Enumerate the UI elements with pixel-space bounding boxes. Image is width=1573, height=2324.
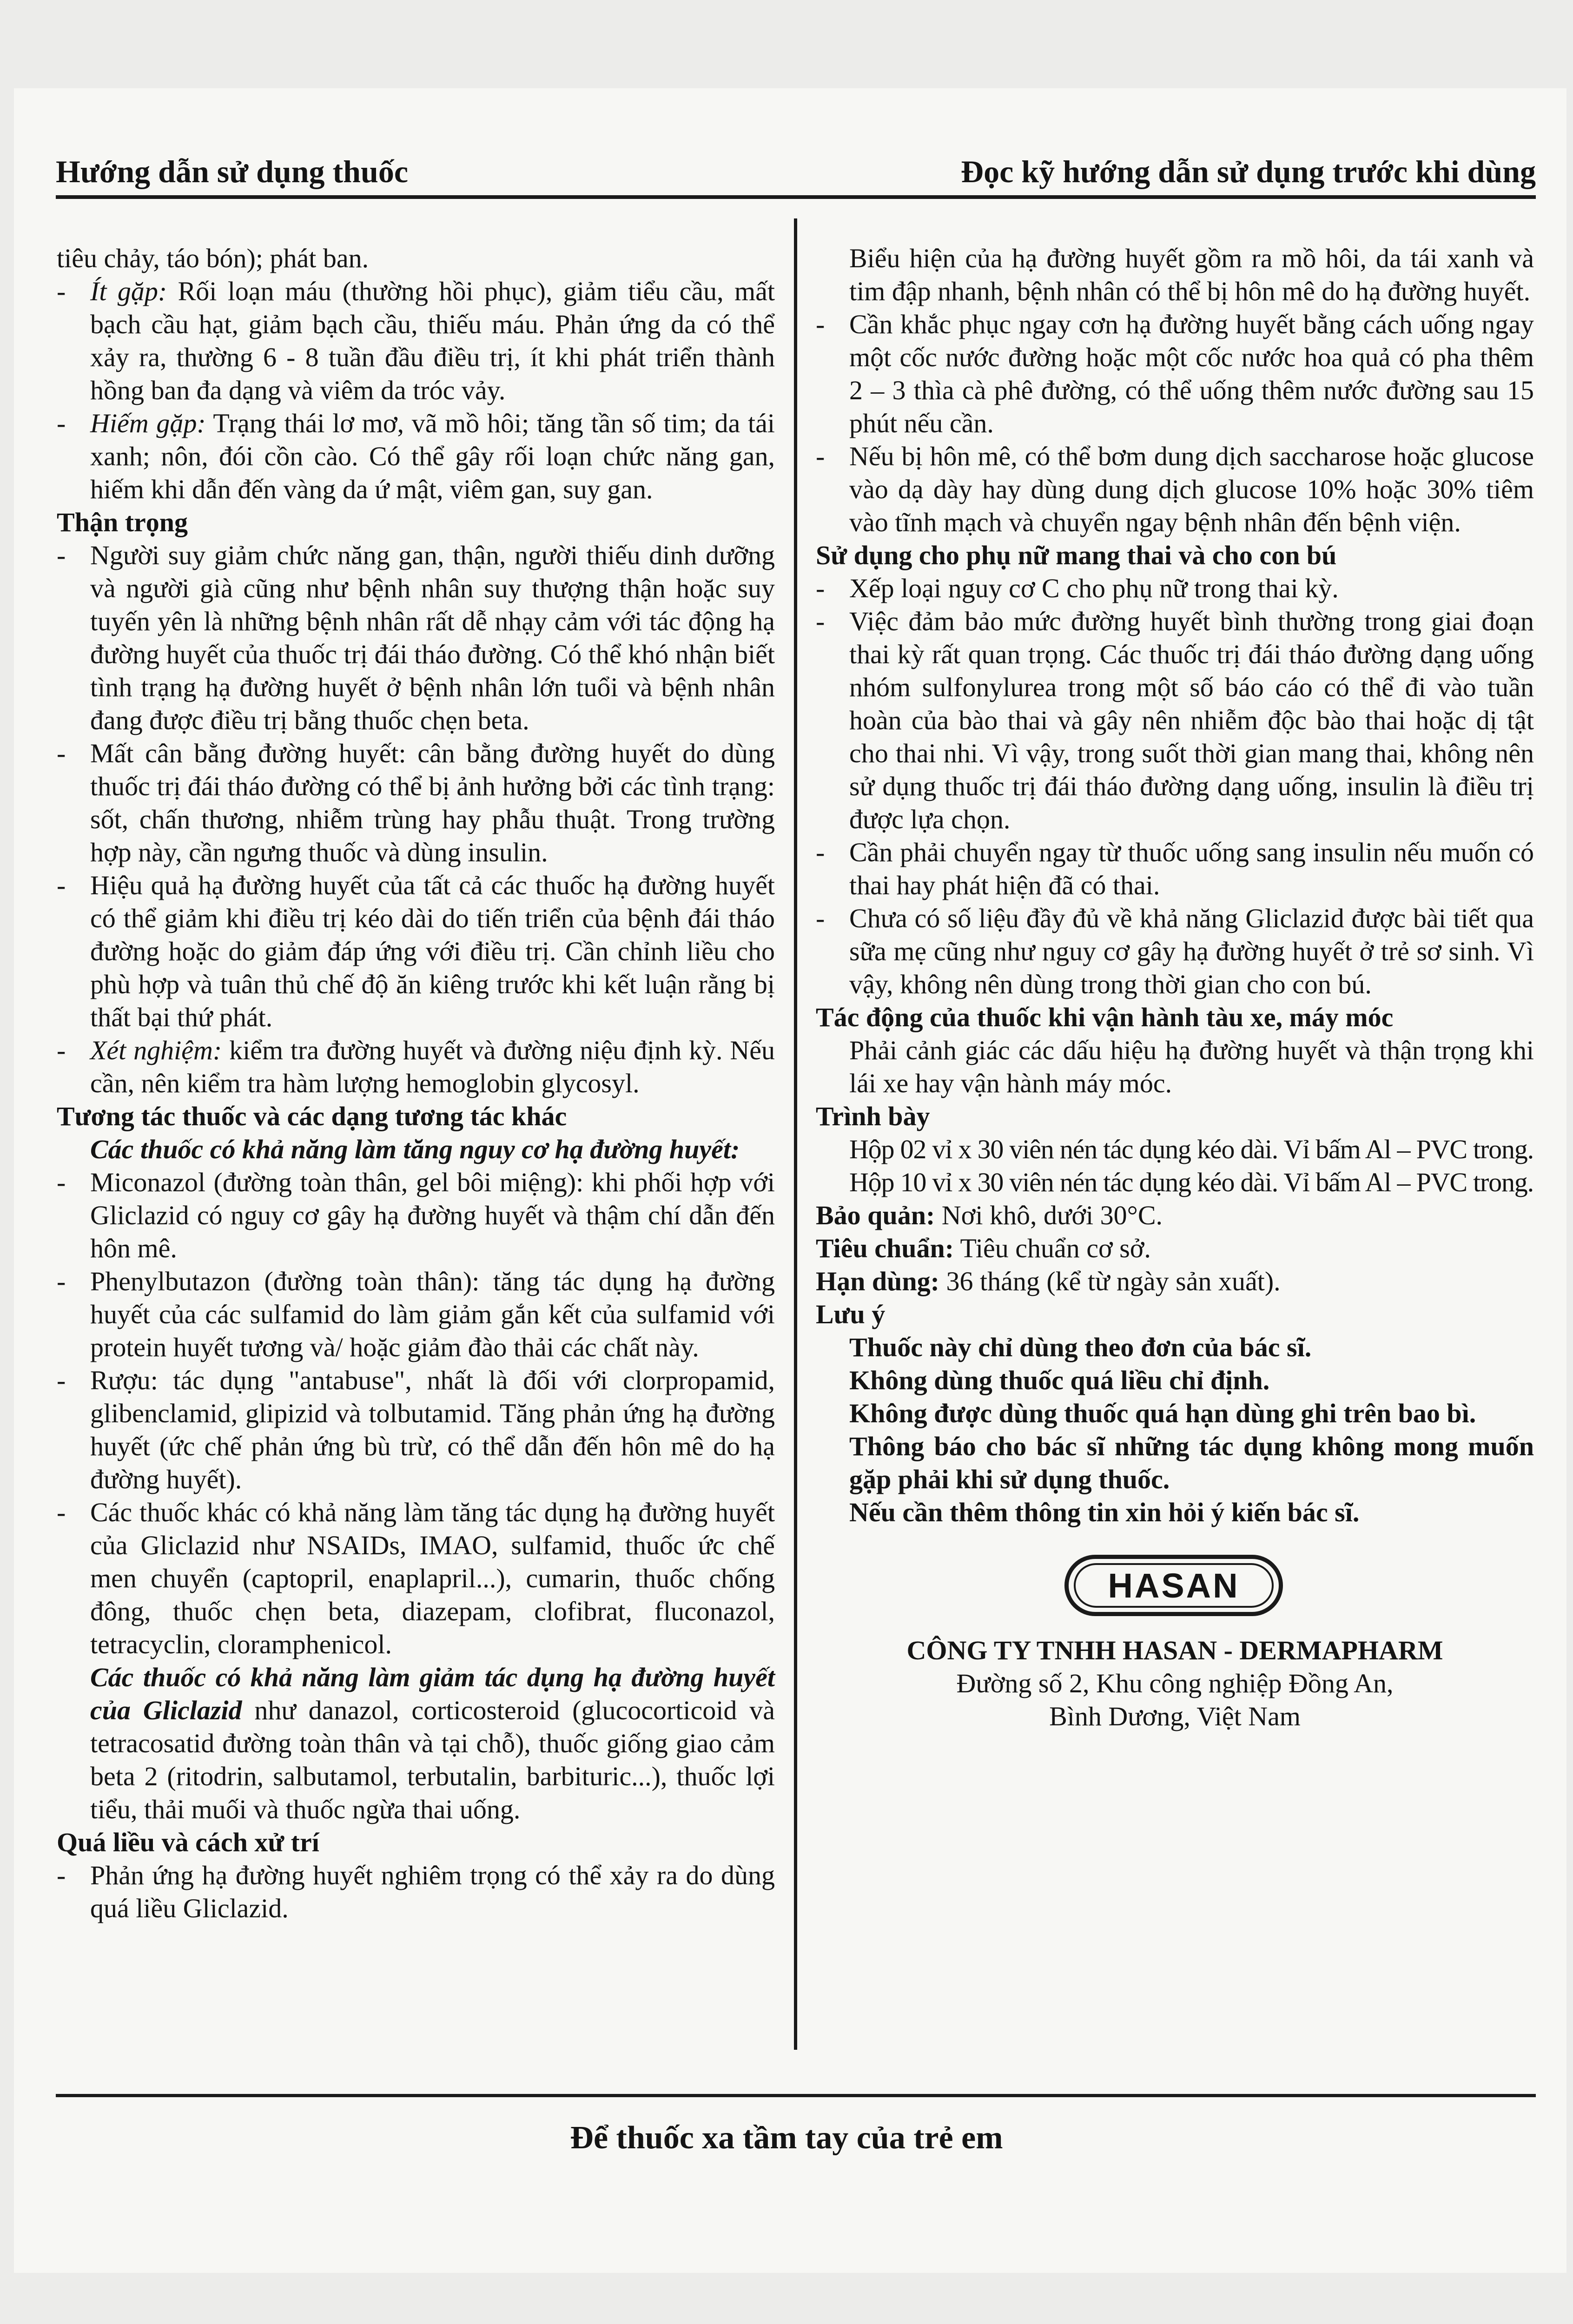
driving-heading: Tác động của thuốc khi vận hành tàu xe, máy móc: [816, 1002, 1394, 1032]
standard-line: [816, 1232, 1534, 1265]
left-column: [57, 242, 775, 1925]
lab-tests-label: Xét nghiệm:: [90, 1035, 222, 1065]
note-item: Thuốc này chỉ dùng theo đơn của bác sĩ.: [849, 1332, 1312, 1362]
interaction-item: - Phenylbutazon (đường toàn thân): tăng tác dụng hạ đường huyết của các sulfamid do làm giảm gắn kết của sulfamid với protein huyết tương và/ hoặc giảm đào thải các chất này.: [57, 1265, 775, 1364]
uncommon-text: Rối loạn máu (thường hồi phục), giảm tiểu cầu, mất bạch cầu hạt, giảm bạch cầu, thiếu máu. Phản ứng da có thể xảy ra, thường 6 - 8 tuần đầu điều trị, ít khi phát triển thành hồng ban đa dạng và viêm da tróc vảy.: [90, 276, 775, 405]
decrease-effect-paragraph: [57, 1661, 775, 1826]
rare-text: Trạng thái lơ mơ, vã mồ hôi; tăng tần số tim; da tái xanh; nôn, đói cồn cào. Có thể gây rối loạn chức năng gan, hiếm khi dẫn đến vàng da ứ mật, viêm gan, suy gan.: [90, 408, 775, 504]
lab-tests-text: kiểm tra đường huyết và đường niệu định kỳ. Nếu cần, nên kiểm tra hàm lượng hemoglobin glycosyl.: [90, 1035, 775, 1098]
company-address-line1: Đường số 2, Khu công nghiệp Đồng An,: [956, 1668, 1394, 1698]
precaution-item: - Hiệu quả hạ đường huyết của tất cả các thuốc hạ đường huyết có thể giảm khi điều trị kéo dài do tiến triển của bệnh đái tháo đường hoặc do giảm đáp ứng với điều trị. Cần chỉnh liều cho phù hợp và tuân thủ chế độ ăn kiêng trước khi kết luận rằng bị thất bại thứ phát.: [57, 869, 775, 1034]
presentation-item: Hộp 10 vỉ x 30 viên nén tác dụng kéo dài. Vỉ bấm Al – PVC trong.: [849, 1167, 1533, 1197]
interactions-heading: Tương tác thuốc và các dạng tương tác khác: [57, 1101, 567, 1131]
pregnancy-item: - Việc đảm bảo mức đường huyết bình thường trong giai đoạn thai kỳ rất quan trọng. Các thuốc trị đái tháo đường dạng uống nhóm sulfonylurea trong một số báo cáo có thể đi vào tuần hoàn của bào thai và gây nên nhiễm độc bào thai hoặc dị tật cho thai nhi. Vì vậy, trong suốt thời gian mang thai, không nên sử dụng thuốc trị đái tháo đường dạng uống, insulin là điều trị được lựa chọn.: [816, 605, 1534, 836]
footer-warning: Để thuốc xa tầm tay của trẻ em: [570, 2120, 1003, 2156]
driving-text: Phải cảnh giác các dấu hiệu hạ đường huyết và thận trọng khi lái xe hay vận hành máy móc.: [849, 1035, 1534, 1098]
note-item: Không dùng thuốc quá liều chỉ định.: [849, 1365, 1270, 1395]
rare-effects: [57, 407, 775, 506]
decrease-effect-subheading: Các thuốc có khả năng làm giảm tác dụng hạ đường huyết của Gliclazid: [90, 1662, 775, 1725]
precaution-item: - Mất cân bằng đường huyết: cân bằng đường huyết do dùng thuốc trị đái tháo đường có thể bị ảnh hưởng bởi các tình trạng: sốt, chấn thương, nhiễm trùng hay phẫu thuật. Trong trường hợp này, cần ngưng thuốc và dùng insulin.: [57, 737, 775, 869]
expiry-line: [816, 1265, 1534, 1298]
pregnancy-item: - Chưa có số liệu đầy đủ về khả năng Gliclazid được bài tiết qua sữa mẹ cũng như nguy cơ gây hạ đường huyết ở trẻ sơ sinh. Vì vậy, không nên dùng trong thời gian cho con bú.: [816, 902, 1534, 1001]
storage-line: [816, 1199, 1534, 1232]
storage-text: Nơi khô, dưới 30°C.: [935, 1200, 1163, 1230]
note-item: Nếu cần thêm thông tin xin hỏi ý kiến bác sĩ.: [849, 1497, 1360, 1527]
increase-risk-subheading: Các thuốc có khả năng làm tăng nguy cơ hạ đường huyết:: [90, 1134, 740, 1164]
note-item: Thông báo cho bác sĩ những tác dụng không mong muốn gặp phải khi sử dụng thuốc.: [849, 1431, 1534, 1494]
side-effects-continued: tiêu chảy, táo bón); phát ban.: [57, 243, 369, 273]
pregnancy-item: - Xếp loại nguy cơ C cho phụ nữ trong thai kỳ.: [816, 572, 1534, 605]
hasan-logo-text: HASAN: [1074, 1563, 1274, 1608]
storage-label: Bảo quản:: [816, 1200, 935, 1230]
header-left-title: Hướng dẫn sử dụng thuốc: [56, 154, 408, 189]
presentation-item: Hộp 02 vỉ x 30 viên nén tác dụng kéo dài. Vỉ bấm Al – PVC trong.: [849, 1134, 1533, 1164]
standard-text: Tiêu chuẩn cơ sở.: [954, 1233, 1151, 1263]
right-column: [816, 242, 1534, 1733]
lab-tests-item: [57, 1034, 775, 1100]
hasan-logo: [1064, 1555, 1283, 1616]
precautions-heading: Thận trọng: [57, 507, 188, 537]
interaction-item: - Miconazol (đường toàn thân, gel bôi miệng): khi phối hợp với Gliclazid có nguy cơ gây hạ đường huyết và thậm chí dẫn đến hôn mê.: [57, 1166, 775, 1265]
rare-label: Hiếm gặp:: [90, 408, 206, 438]
uncommon-label: Ít gặp:: [90, 276, 167, 306]
header-rule: [56, 195, 1536, 199]
hypoglycemia-signs: Biểu hiện của hạ đường huyết gồm ra mồ hôi, da tái xanh và tim đập nhanh, bệnh nhân có thể bị hôn mê do hạ đường huyết.: [849, 243, 1534, 306]
decrease-effect-text: như danazol, corticosteroid (glucocorticoid và tetracosatid đường toàn thân và tại chỗ), thuốc giống giao cảm beta 2 (ritodrin, salbutamol, terbutalin, barbituric...), thuốc lợi tiểu, thải muối và thuốc ngừa thai uống.: [90, 1695, 775, 1824]
pregnancy-heading: Sử dụng cho phụ nữ mang thai và cho con bú: [816, 540, 1337, 570]
overdose-treatment-item: - Cần khắc phục ngay cơn hạ đường huyết bằng cách uống ngay một cốc nước đường hoặc một cốc nước hoa quả có pha thêm 2 – 3 thìa cà phê đường, có thể uống thêm nước đường sau 15 phút nếu cần.: [816, 308, 1534, 440]
overdose-treatment-item: - Nếu bị hôn mê, có thể bơm dung dịch saccharose hoặc glucose vào dạ dày hay dùng dung dịch glucose 10% hoặc 30% tiêm vào tĩnh mạch và chuyển ngay bệnh nhân đến bệnh viện.: [816, 440, 1534, 539]
header-right-title: Đọc kỹ hướng dẫn sử dụng trước khi dùng: [960, 154, 1536, 189]
expiry-label: Hạn dùng:: [816, 1266, 939, 1296]
expiry-text: 36 tháng (kể từ ngày sản xuất).: [939, 1266, 1281, 1296]
interaction-item: - Các thuốc khác có khả năng làm tăng tác dụng hạ đường huyết của Gliclazid như NSAIDs, IMAO, sulfamid, thuốc ức chế men chuyển (captopril, enaplapril...), cumarin, thuốc chống đông, thuốc chẹn beta, diazepam, clofibrat, fluconazol, tetracyclin, cloramphenicol.: [57, 1496, 775, 1661]
overdose-heading: Quá liều và cách xử trí: [57, 1827, 319, 1857]
interaction-item: - Rượu: tác dụng "antabuse", nhất là đối với clorpropamid, glibenclamid, glipizid và tolbutamid. Tăng phản ứng hạ đường huyết (ức chế phản ứng bù trừ, có thể dẫn đến hôn mê do hạ đường huyết).: [57, 1364, 775, 1496]
notes-heading: Lưu ý: [816, 1299, 886, 1329]
note-item: Không được dùng thuốc quá hạn dùng ghi trên bao bì.: [849, 1398, 1476, 1428]
pregnancy-item: - Cần phải chuyển ngay từ thuốc uống sang insulin nếu muốn có thai hay phát hiện đã có thai.: [816, 836, 1534, 902]
overdose-item: - Phản ứng hạ đường huyết nghiêm trọng có thể xảy ra do dùng quá liều Gliclazid.: [57, 1859, 775, 1925]
column-divider: [794, 218, 797, 2050]
company-name: CÔNG TY TNHH HASAN - DERMAPHARM: [906, 1635, 1443, 1665]
logo-area: [816, 1555, 1534, 1629]
footer-rule: [56, 2094, 1536, 2097]
precaution-item: - Người suy giảm chức năng gan, thận, người thiếu dinh dưỡng và người già cũng như bệnh nhân suy thượng thận hoặc suy tuyến yên là những bệnh nhân rất dễ nhạy cảm với tác động hạ đường huyết của thuốc trị đái tháo đường. Có thể khó nhận biết tình trạng hạ đường huyết ở bệnh nhân lớn tuổi và bệnh nhân đang được điều trị bằng thuốc chẹn beta.: [57, 539, 775, 737]
company-address-line2: Bình Dương, Việt Nam: [1049, 1701, 1301, 1731]
presentation-heading: Trình bày: [816, 1101, 930, 1131]
standard-label: Tiêu chuẩn:: [816, 1233, 954, 1263]
uncommon-effects: [57, 275, 775, 407]
